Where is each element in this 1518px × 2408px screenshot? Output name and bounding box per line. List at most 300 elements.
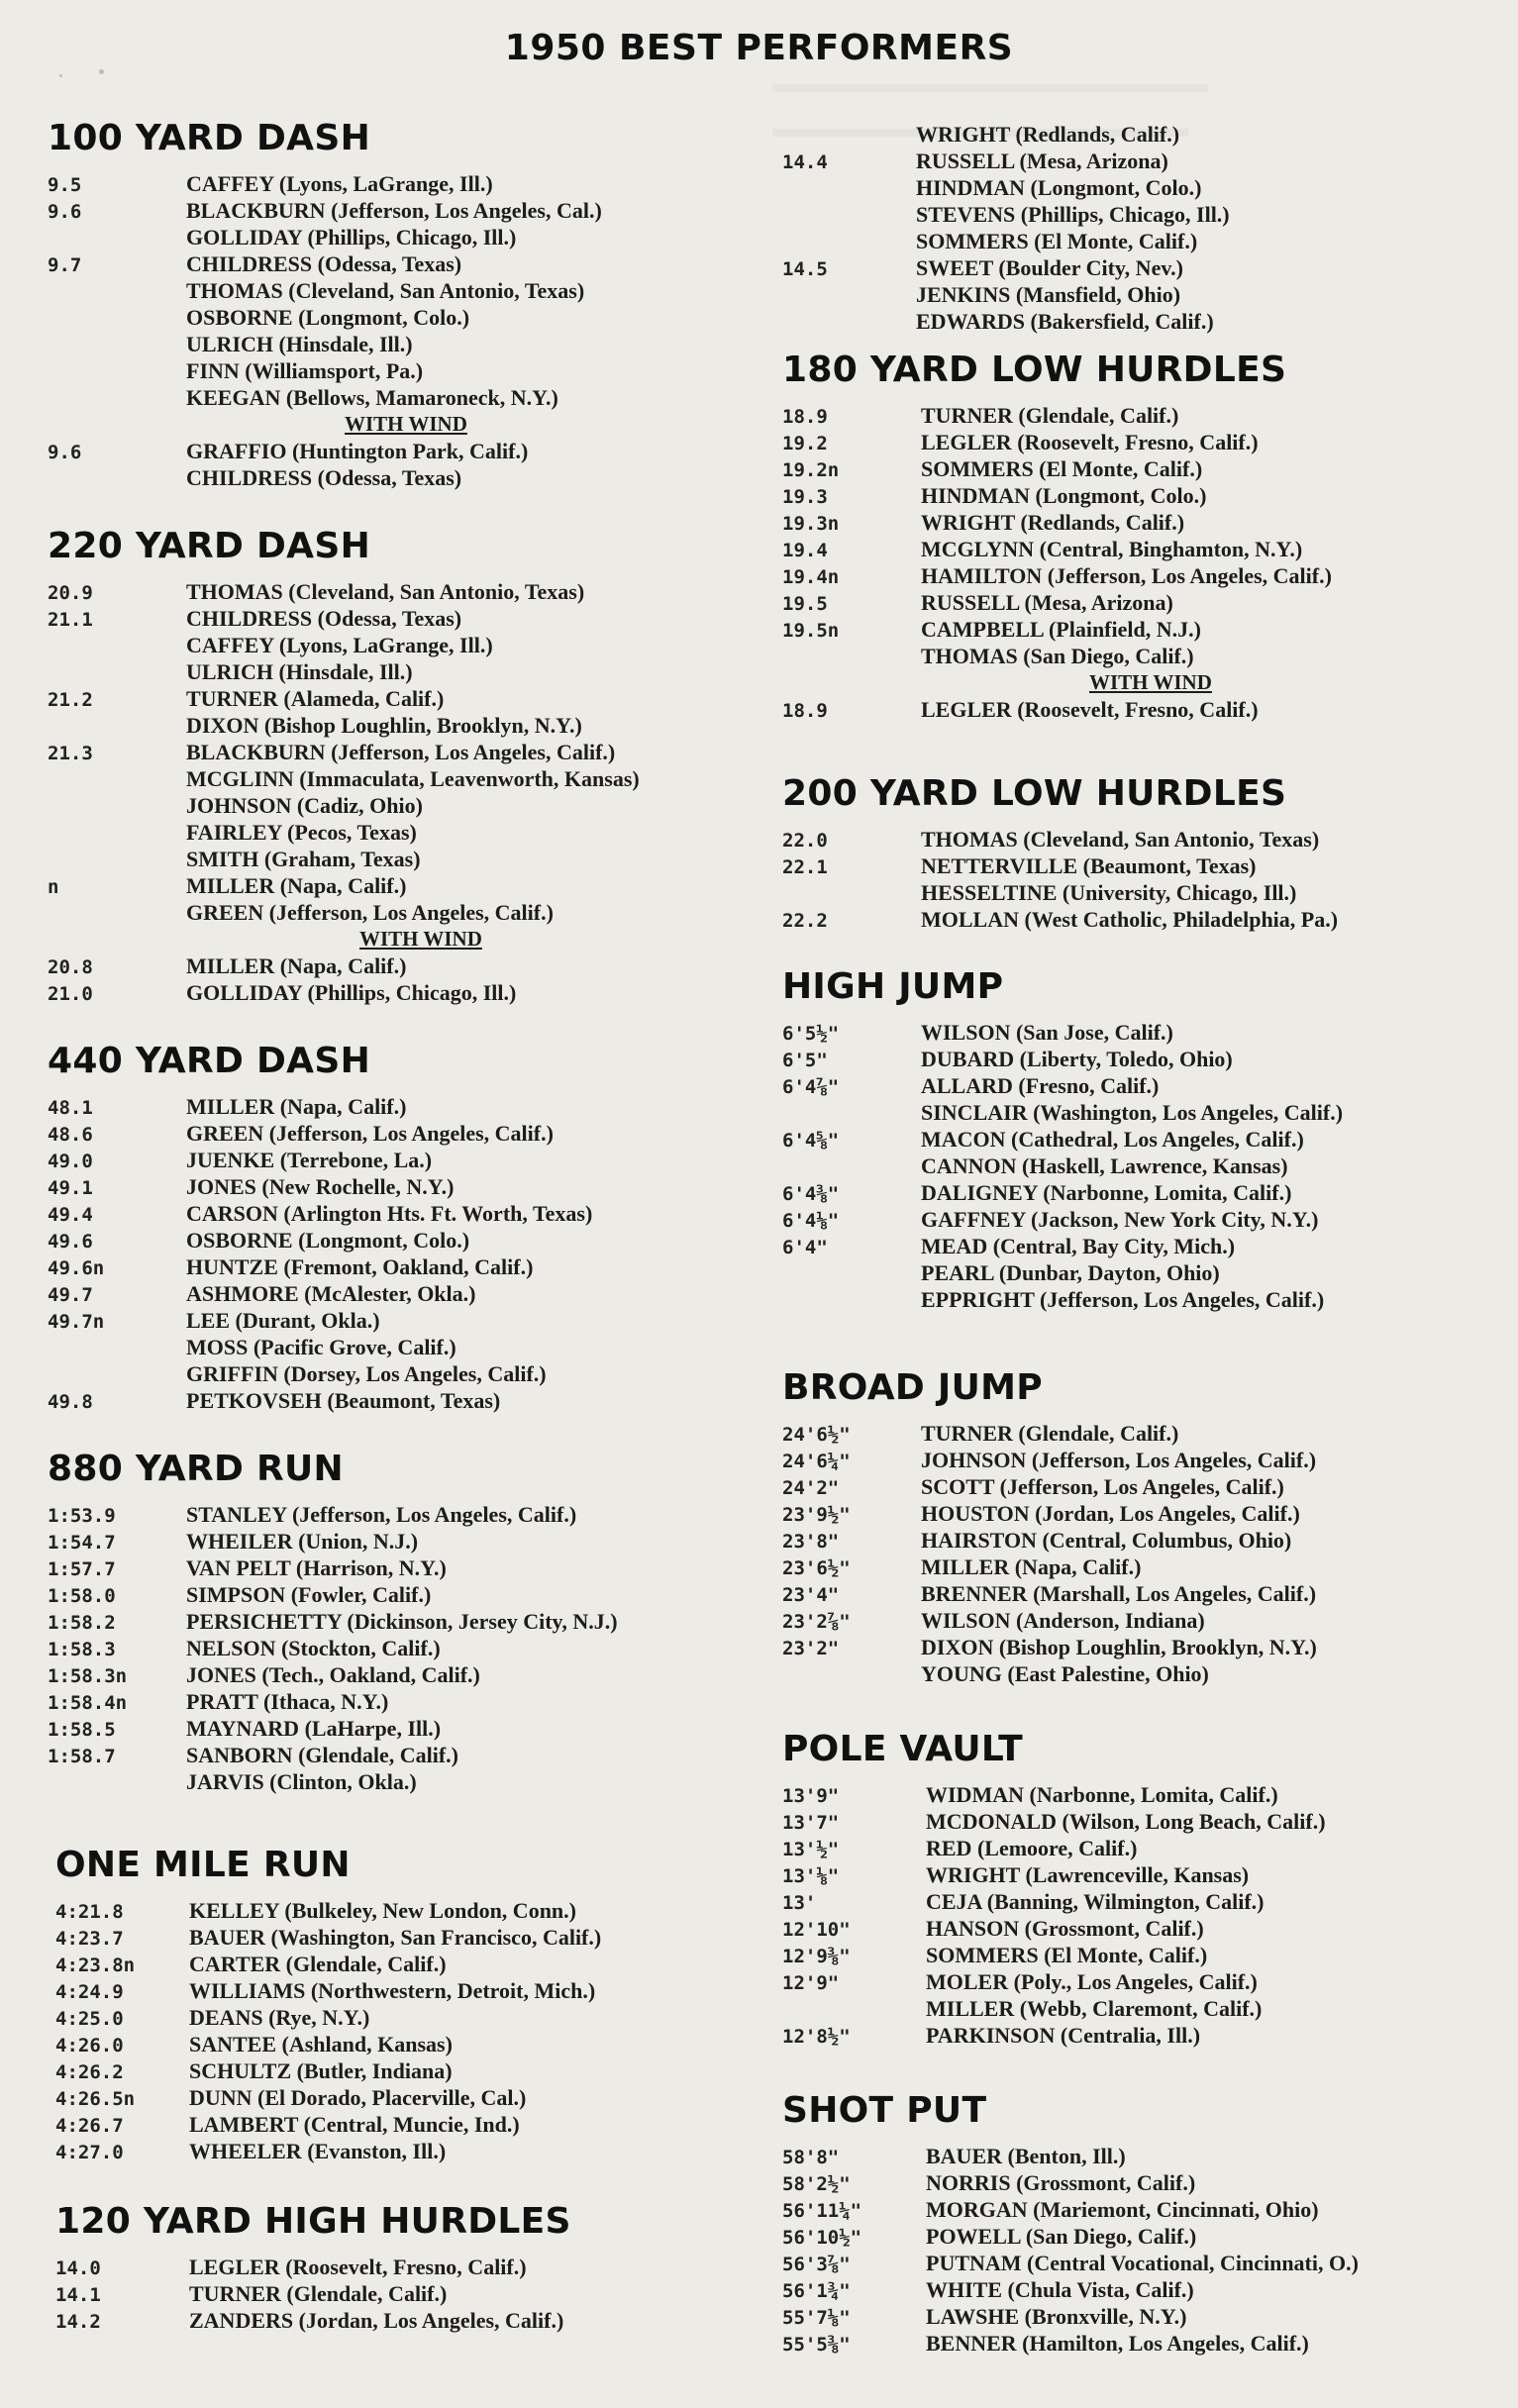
- result-mark: 4:23.7: [55, 1928, 124, 1950]
- result-mark: 49.7n: [48, 1311, 105, 1333]
- athlete-name: LEGLER (Roosevelt, Fresno, Calif.): [189, 2255, 527, 2279]
- athlete-name: THOMAS (San Diego, Calif.): [921, 644, 1194, 668]
- athlete-name: TURNER (Glendale, Calif.): [921, 403, 1179, 428]
- athlete-name: WHEILER (Union, N.J.): [186, 1529, 419, 1554]
- result-row: [48, 979, 640, 1006]
- result-mark: 14.5: [782, 258, 828, 280]
- result-row: [48, 224, 602, 251]
- athlete-name: TURNER (Alameda, Calif.): [186, 686, 445, 711]
- result-mark: 49.6n: [48, 1257, 105, 1279]
- result-mark: 19.5: [782, 593, 828, 615]
- athlete-name: EPPRIGHT (Jefferson, Los Angeles, Calif.): [921, 1287, 1325, 1312]
- athlete-name: WILLIAMS (Northwestern, Detroit, Mich.): [189, 1978, 596, 2003]
- result-row: [55, 2031, 601, 2057]
- results-list: [782, 1019, 1343, 1313]
- result-mark: 1:57.7: [48, 1558, 116, 1580]
- athlete-name: JARVIS (Clinton, Okla.): [186, 1769, 417, 1794]
- result-mark: 22.2: [782, 910, 828, 932]
- result-mark: 22.0: [782, 830, 828, 852]
- athlete-name: LAWSHE (Bronxville, N.Y.): [926, 2304, 1187, 2329]
- result-row: [48, 1360, 592, 1387]
- section-one-mile-run: [55, 1844, 601, 2164]
- result-row: [782, 853, 1338, 879]
- result-mark: 19.3n: [782, 513, 840, 535]
- results-list: [782, 826, 1338, 933]
- athlete-name: JONES (Tech., Oakland, Calif.): [186, 1662, 480, 1687]
- result-row: [48, 1227, 592, 1254]
- result-mark: 9.5: [48, 174, 82, 196]
- result-mark: 19.4: [782, 540, 828, 561]
- result-mark: 13'⅛": [782, 1865, 840, 1887]
- athlete-name: CHILDRESS (Odessa, Texas): [186, 251, 462, 276]
- result-mark: 13': [782, 1892, 817, 1914]
- athlete-name: HUNTZE (Fremont, Oakland, Calif.): [186, 1254, 534, 1279]
- athlete-name: CEJA (Banning, Wilmington, Calif.): [926, 1889, 1265, 1914]
- result-mark: 6'5½": [782, 1023, 840, 1045]
- results-list: [782, 402, 1332, 723]
- result-row: [48, 819, 640, 846]
- result-mark: 1:53.9: [48, 1505, 116, 1527]
- athlete-name: LEGLER (Roosevelt, Fresno, Calif.): [921, 430, 1259, 454]
- athlete-name: THOMAS (Cleveland, San Antonio, Texas): [186, 278, 585, 303]
- athlete-name: BENNER (Hamilton, Los Angeles, Calif.): [926, 2331, 1309, 2356]
- result-row: [782, 1915, 1326, 1942]
- result-row: [782, 1942, 1326, 1968]
- athlete-name: ULRICH (Hinsdale, Ill.): [186, 659, 413, 684]
- with-wind-label: WITH WIND: [359, 927, 482, 951]
- athlete-name: HINDMAN (Longmont, Colo.): [921, 483, 1207, 508]
- result-row: [48, 1608, 618, 1635]
- result-row: [782, 1420, 1317, 1447]
- athlete-name: ULRICH (Hinsdale, Ill.): [186, 332, 413, 356]
- result-row: [782, 2169, 1359, 2196]
- result-mark: 23'4": [782, 1584, 840, 1606]
- athlete-name: GOLLIDAY (Phillips, Chicago, Ill.): [186, 225, 517, 250]
- athlete-name: CANNON (Haskell, Lawrence, Kansas): [921, 1154, 1288, 1178]
- athlete-name: BLACKBURN (Jefferson, Los Angeles, Calif.): [186, 740, 616, 764]
- result-mark: 4:25.0: [55, 2008, 124, 2030]
- athlete-name: HAIRSTON (Central, Columbus, Ohio): [921, 1528, 1292, 1553]
- result-mark: 1:58.4n: [48, 1692, 128, 1714]
- athlete-name: NETTERVILLE (Beaumont, Texas): [921, 853, 1257, 878]
- result-row: [48, 712, 640, 739]
- result-row: [782, 1473, 1317, 1500]
- result-row: [782, 201, 1230, 228]
- athlete-name: CAFFEY (Lyons, LaGrange, Ill.): [186, 171, 493, 196]
- result-row: [782, 879, 1338, 906]
- result-mark: 21.0: [48, 983, 93, 1005]
- result-row: [55, 1951, 601, 1977]
- athlete-name: RUSSELL (Mesa, Arizona): [921, 590, 1173, 615]
- result-mark: 14.4: [782, 151, 828, 173]
- result-row: [48, 1742, 618, 1768]
- athlete-name: LEE (Durant, Okla.): [186, 1308, 380, 1333]
- result-mark: 13'7": [782, 1812, 840, 1834]
- section-pole-vault: [782, 1728, 1326, 2049]
- result-row: [782, 2303, 1359, 2330]
- result-mark: 19.5n: [782, 620, 840, 642]
- athlete-name: YOUNG (East Palestine, Ohio): [921, 1661, 1209, 1686]
- result-row: [782, 2196, 1359, 2223]
- athlete-name: STANLEY (Jefferson, Los Angeles, Calif.): [186, 1502, 577, 1527]
- athlete-name: CHILDRESS (Odessa, Texas): [186, 606, 462, 631]
- result-row: [55, 2084, 601, 2111]
- result-mark: 6'5": [782, 1050, 828, 1071]
- athlete-name: HANSON (Grossmont, Calif.): [926, 1916, 1204, 1941]
- athlete-name: MOLLAN (West Catholic, Philadelphia, Pa.): [921, 907, 1339, 932]
- athlete-name: SOMMERS (El Monte, Calif.): [926, 1943, 1208, 1967]
- section-200-yard-low-hurdles: [782, 772, 1338, 933]
- athlete-name: CARSON (Arlington Hts. Ft. Worth, Texas): [186, 1201, 593, 1226]
- athlete-name: EDWARDS (Bakersfield, Calif.): [916, 309, 1214, 334]
- result-mark: 49.7: [48, 1284, 93, 1306]
- section-120-yard-high-hurdles: [55, 2200, 571, 2334]
- athlete-name: SINCLAIR (Washington, Los Angeles, Calif.): [921, 1100, 1344, 1125]
- result-row: [782, 121, 1230, 148]
- results-list: [782, 121, 1230, 335]
- result-row: [48, 251, 602, 277]
- result-row: [48, 632, 640, 658]
- result-mark: 21.2: [48, 689, 93, 711]
- result-row: [782, 696, 1332, 723]
- result-row: [48, 1147, 592, 1173]
- result-mark: 49.4: [48, 1204, 93, 1226]
- result-row: [782, 1995, 1326, 2022]
- result-row: [48, 1661, 618, 1688]
- result-mark: 56'3⅞": [782, 2254, 851, 2275]
- result-mark: 20.8: [48, 956, 93, 978]
- result-row: [782, 2143, 1359, 2169]
- result-row: [48, 1254, 592, 1280]
- athlete-name: OSBORNE (Longmont, Colo.): [186, 305, 470, 330]
- result-row: [782, 509, 1332, 536]
- athlete-name: SMITH (Graham, Texas): [186, 847, 421, 871]
- athlete-name: SANBORN (Glendale, Calif.): [186, 1743, 458, 1767]
- results-list: [48, 578, 640, 1006]
- result-mark: 9.7: [48, 254, 82, 276]
- athlete-name: MORGAN (Mariemont, Cincinnati, Ohio): [926, 2197, 1319, 2222]
- athlete-name: CHILDRESS (Odessa, Texas): [186, 465, 462, 490]
- result-row: [48, 1093, 592, 1120]
- section-title-220-yard-dash: 220 YARD DASH: [48, 526, 371, 566]
- result-mark: 23'2⅞": [782, 1611, 851, 1633]
- page-title: 1950 BEST PERFORMERS: [504, 28, 1014, 68]
- result-mark: 19.3: [782, 486, 828, 508]
- athlete-name: RUSSELL (Mesa, Arizona): [916, 149, 1168, 173]
- result-mark: 49.8: [48, 1391, 93, 1413]
- result-row: [782, 228, 1230, 254]
- section-title-one-mile-run: ONE MILE RUN: [55, 1845, 351, 1885]
- athlete-name: MOLER (Poly., Los Angeles, Calif.): [926, 1969, 1258, 1994]
- result-row: [48, 605, 640, 632]
- section-220-yard-dash: [48, 525, 640, 1006]
- with-wind-label: WITH WIND: [1089, 670, 1212, 694]
- result-mark: 56'10½": [782, 2227, 862, 2249]
- with-wind-label: WITH WIND: [345, 412, 467, 436]
- athlete-name: DUBARD (Liberty, Toledo, Ohio): [921, 1047, 1233, 1071]
- section-100-yard-dash: [48, 117, 602, 491]
- result-row: [48, 739, 640, 765]
- result-row: [782, 1500, 1317, 1527]
- athlete-name: MCGLINN (Immaculata, Leavenworth, Kansas): [186, 766, 640, 791]
- result-mark: 1:58.0: [48, 1585, 116, 1607]
- section-title-180-yard-low-hurdles: 180 YARD LOW HURDLES: [782, 350, 1287, 390]
- result-row: [55, 2307, 571, 2334]
- athlete-name: VAN PELT (Harrison, N.Y.): [186, 1555, 447, 1580]
- result-row: [782, 1206, 1343, 1233]
- result-row: [782, 616, 1332, 643]
- result-mark: 12'10": [782, 1919, 851, 1941]
- athlete-name: MCGLYNN (Central, Binghamton, N.Y.): [921, 537, 1303, 561]
- result-mark: 24'6½": [782, 1424, 851, 1446]
- result-row: [782, 1808, 1326, 1835]
- section-120-yard-high-hurdles-continued: [782, 121, 1230, 335]
- result-row: [782, 1046, 1343, 1072]
- result-row: [782, 1126, 1343, 1153]
- section-title-pole-vault: POLE VAULT: [782, 1729, 1023, 1769]
- result-mark: 4:21.8: [55, 1901, 124, 1923]
- result-mark: 55'7⅛": [782, 2307, 851, 2329]
- athlete-name: WIDMAN (Narbonne, Lomita, Calif.): [926, 1782, 1278, 1807]
- athlete-name: JOHNSON (Cadiz, Ohio): [186, 793, 423, 818]
- athlete-name: JENKINS (Mansfield, Ohio): [916, 282, 1181, 307]
- result-row: [48, 1768, 618, 1795]
- result-row: [48, 384, 602, 411]
- athlete-name: MAYNARD (LaHarpe, Ill.): [186, 1716, 442, 1741]
- result-row: [782, 148, 1230, 174]
- result-row: [55, 1897, 601, 1924]
- result-row: [782, 1233, 1343, 1259]
- result-mark: 4:24.9: [55, 1981, 124, 2003]
- result-row: [48, 1715, 618, 1742]
- result-row: [782, 1099, 1343, 1126]
- results-list: [782, 1781, 1326, 2049]
- result-mark: 23'8": [782, 1531, 840, 1553]
- result-mark: 4:26.2: [55, 2061, 124, 2083]
- result-row: [55, 2254, 571, 2280]
- result-row: [782, 1660, 1317, 1687]
- result-mark: 6'4⅜": [782, 1183, 840, 1205]
- result-mark: 4:23.8n: [55, 1955, 136, 1976]
- paper-speck: [59, 74, 62, 77]
- athlete-name: JUENKE (Terrebone, La.): [186, 1148, 433, 1172]
- athlete-name: WRIGHT (Lawrenceville, Kansas): [926, 1862, 1250, 1887]
- result-row: [48, 1581, 618, 1608]
- result-mark: 48.6: [48, 1124, 93, 1146]
- athlete-name: PARKINSON (Centralia, Ill.): [926, 2023, 1201, 2048]
- result-row: [48, 304, 602, 331]
- result-row: [782, 1019, 1343, 1046]
- result-row: [782, 429, 1332, 455]
- athlete-name: WILSON (San Jose, Calif.): [921, 1020, 1173, 1045]
- section-title-high-jump: HIGH JUMP: [782, 966, 1004, 1007]
- result-mark: 19.4n: [782, 566, 840, 588]
- result-mark: 48.1: [48, 1097, 93, 1119]
- result-mark: 9.6: [48, 442, 82, 463]
- athlete-name: FINN (Williamsport, Pa.): [186, 358, 424, 383]
- athlete-name: BRENNER (Marshall, Los Angeles, Calif.): [921, 1581, 1317, 1606]
- result-mark: 12'9⅜": [782, 1946, 851, 1967]
- athlete-name: PETKOVSEH (Beaumont, Texas): [186, 1388, 501, 1413]
- result-row: [782, 1259, 1343, 1286]
- results-list: [55, 2254, 571, 2334]
- result-mark: 23'2": [782, 1638, 840, 1659]
- result-mark: 6'4⅞": [782, 1076, 840, 1098]
- result-row: [48, 1555, 618, 1581]
- athlete-name: THOMAS (Cleveland, San Antonio, Texas): [921, 827, 1320, 852]
- section-title-440-yard-dash: 440 YARD DASH: [48, 1041, 371, 1081]
- result-mark: 20.9: [48, 582, 93, 604]
- result-row: [48, 1334, 592, 1360]
- athlete-name: PEARL (Dunbar, Dayton, Ohio): [921, 1260, 1220, 1285]
- result-mark: 14.1: [55, 2284, 101, 2306]
- athlete-name: WRIGHT (Redlands, Calif.): [921, 510, 1185, 535]
- athlete-name: LEGLER (Roosevelt, Fresno, Calif.): [921, 697, 1259, 722]
- result-row: [48, 578, 640, 605]
- athlete-name: MILLER (Napa, Calif.): [186, 1094, 407, 1119]
- athlete-name: BAUER (Benton, Ill.): [926, 2144, 1126, 2168]
- result-row: [782, 1179, 1343, 1206]
- athlete-name: WHEELER (Evanston, Ill.): [189, 2139, 447, 2163]
- result-mark: 1:58.2: [48, 1612, 116, 1634]
- results-list: [48, 1093, 592, 1414]
- athlete-name: GOLLIDAY (Phillips, Chicago, Ill.): [186, 980, 517, 1005]
- show-through-line: [772, 84, 1208, 92]
- section-broad-jump: [782, 1366, 1317, 1687]
- athlete-name: TURNER (Glendale, Calif.): [189, 2281, 448, 2306]
- result-mark: 9.6: [48, 201, 82, 223]
- athlete-name: HESSELTINE (University, Chicago, Ill.): [921, 880, 1297, 905]
- result-row: [48, 1280, 592, 1307]
- athlete-name: CARTER (Glendale, Calif.): [189, 1952, 447, 1976]
- result-mark: 13'½": [782, 1839, 840, 1860]
- result-mark: 6'4": [782, 1237, 828, 1258]
- result-mark: 4:26.0: [55, 2035, 124, 2057]
- athlete-name: PRATT (Ithaca, N.Y.): [186, 1689, 389, 1714]
- athlete-name: CAFFEY (Lyons, LaGrange, Ill.): [186, 633, 493, 657]
- result-row: [782, 308, 1230, 335]
- result-row: [48, 685, 640, 712]
- athlete-name: LAMBERT (Central, Muncie, Ind.): [189, 2112, 520, 2137]
- result-row: [48, 331, 602, 357]
- results-list: [782, 2143, 1359, 2357]
- athlete-name: KEEGAN (Bellows, Mamaroneck, N.Y.): [186, 385, 558, 410]
- athlete-name: SCHULTZ (Butler, Indiana): [189, 2058, 453, 2083]
- result-row: [782, 402, 1332, 429]
- athlete-name: WRIGHT (Redlands, Calif.): [916, 122, 1180, 147]
- section-440-yard-dash: [48, 1040, 592, 1414]
- result-row: [782, 1527, 1317, 1554]
- result-mark: 1:54.7: [48, 1532, 116, 1554]
- result-row: [782, 254, 1230, 281]
- result-mark: 4:26.5n: [55, 2088, 136, 2110]
- result-row: [48, 277, 602, 304]
- result-row: [48, 357, 602, 384]
- athlete-name: SWEET (Boulder City, Nev.): [916, 255, 1183, 280]
- result-mark: 21.3: [48, 743, 93, 764]
- result-row: [782, 1580, 1317, 1607]
- athlete-name: MACON (Cathedral, Los Angeles, Calif.): [921, 1127, 1304, 1152]
- athlete-name: TURNER (Glendale, Calif.): [921, 1421, 1179, 1446]
- result-row: [782, 2223, 1359, 2250]
- result-row: [782, 589, 1332, 616]
- athlete-name: GRIFFIN (Dorsey, Los Angeles, Calif.): [186, 1361, 547, 1386]
- athlete-name: BAUER (Washington, San Francisco, Calif.): [189, 1925, 602, 1950]
- athlete-name: ALLARD (Fresno, Calif.): [921, 1073, 1160, 1098]
- result-row: [48, 170, 602, 197]
- athlete-name: POWELL (San Diego, Calif.): [926, 2224, 1197, 2249]
- athlete-name: NORRIS (Grossmont, Calif.): [926, 2170, 1196, 2195]
- result-row: [48, 1200, 592, 1227]
- athlete-name: MILLER (Webb, Claremont, Calif.): [926, 1996, 1263, 2021]
- section-shot-put: [782, 2089, 1359, 2357]
- result-row: [55, 2004, 601, 2031]
- result-row: [48, 953, 640, 979]
- result-mark: 4:27.0: [55, 2142, 124, 2163]
- result-row: [48, 792, 640, 819]
- section-title-200-yard-low-hurdles: 200 YARD LOW HURDLES: [782, 773, 1287, 814]
- result-mark: 49.0: [48, 1151, 93, 1172]
- athlete-name: MCDONALD (Wilson, Long Beach, Calif.): [926, 1809, 1326, 1834]
- result-row: [782, 562, 1332, 589]
- athlete-name: JOHNSON (Jefferson, Los Angeles, Calif.): [921, 1448, 1317, 1472]
- athlete-name: MILLER (Napa, Calif.): [921, 1555, 1142, 1579]
- results-list: [55, 1897, 601, 2164]
- result-row: [782, 174, 1230, 201]
- result-mark: 19.2: [782, 433, 828, 454]
- result-row: [782, 455, 1332, 482]
- result-row: [782, 1286, 1343, 1313]
- result-mark: 58'8": [782, 2147, 840, 2168]
- result-row: [782, 826, 1338, 853]
- result-mark: 14.0: [55, 2258, 101, 2279]
- result-mark: 6'4⅝": [782, 1130, 840, 1152]
- result-row: [48, 1387, 592, 1414]
- section-title-120-yard-high-hurdles: 120 YARD HIGH HURDLES: [55, 2201, 571, 2242]
- results-list: [48, 170, 602, 491]
- athlete-name: RED (Lemoore, Calif.): [926, 1836, 1138, 1860]
- result-row: [782, 2276, 1359, 2303]
- athlete-name: JONES (New Rochelle, N.Y.): [186, 1174, 455, 1199]
- result-row: [48, 872, 640, 899]
- result-row: [48, 765, 640, 792]
- result-row: [48, 846, 640, 872]
- athlete-name: MEAD (Central, Bay City, Mich.): [921, 1234, 1236, 1258]
- result-row: [782, 281, 1230, 308]
- result-mark: 1:58.3: [48, 1639, 116, 1660]
- result-row: [782, 2022, 1326, 2049]
- result-mark: 6'4⅛": [782, 1210, 840, 1232]
- result-row: [48, 1528, 618, 1555]
- result-row: [782, 482, 1332, 509]
- result-mark: 23'9½": [782, 1504, 851, 1526]
- athlete-name: GREEN (Jefferson, Los Angeles, Calif.): [186, 1121, 554, 1146]
- result-row: [782, 2250, 1359, 2276]
- result-row: [48, 464, 602, 491]
- athlete-name: PERSICHETTY (Dickinson, Jersey City, N.J.): [186, 1609, 618, 1634]
- result-mark: 24'2": [782, 1477, 840, 1499]
- athlete-name: HOUSTON (Jordan, Los Angeles, Calif.): [921, 1501, 1300, 1526]
- result-row: [782, 643, 1332, 669]
- result-row: [782, 1781, 1326, 1808]
- athlete-name: NELSON (Stockton, Calif.): [186, 1636, 441, 1660]
- result-row: [782, 2330, 1359, 2357]
- section-title-880-yard-run: 880 YARD RUN: [48, 1449, 344, 1489]
- athlete-name: HAMILTON (Jefferson, Los Angeles, Calif.): [921, 563, 1332, 588]
- result-mark: 1:58.5: [48, 1719, 116, 1741]
- result-mark: 1:58.3n: [48, 1665, 128, 1687]
- result-row: [55, 2057, 601, 2084]
